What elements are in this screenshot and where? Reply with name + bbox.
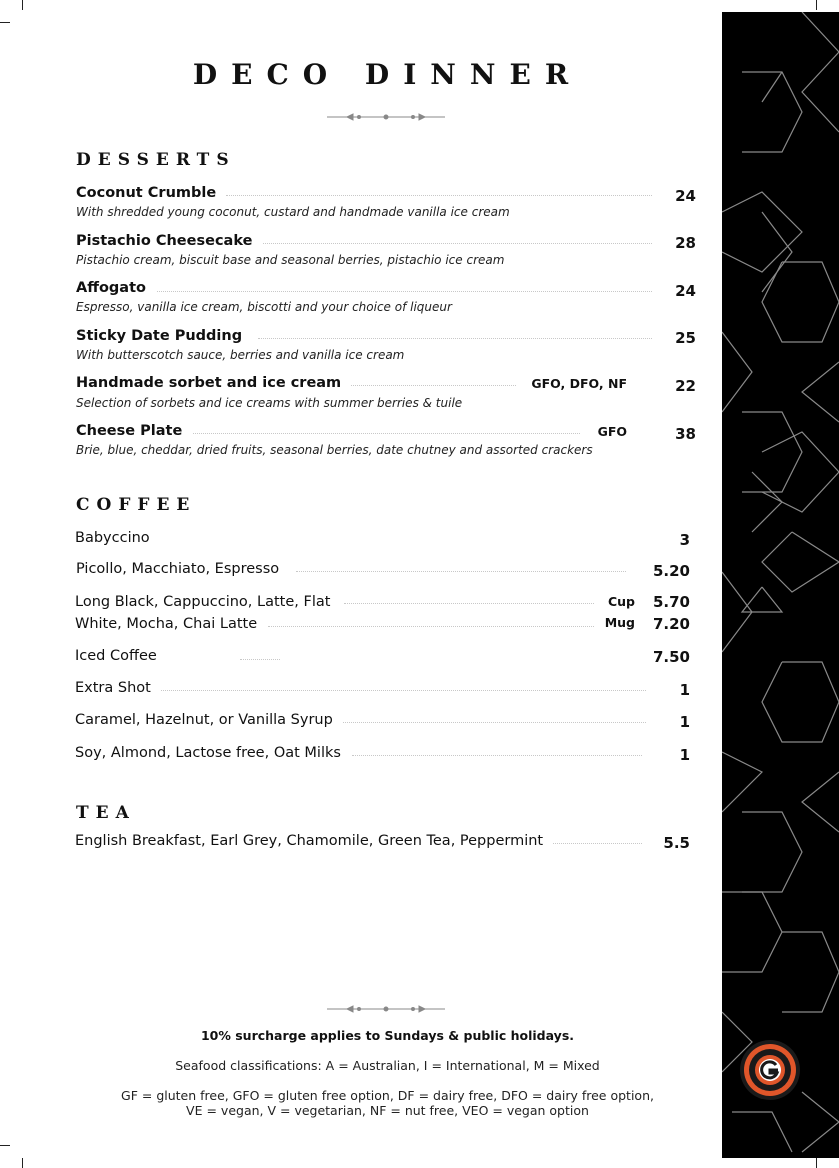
dessert-name: Affogato (76, 280, 156, 296)
dot-leader (190, 433, 580, 434)
dot-leader (296, 571, 626, 572)
dietary-tag: GFO (597, 424, 627, 439)
dot-leader (344, 603, 594, 604)
dot-leader (552, 843, 642, 844)
dessert-description: Pistachio cream, biscuit base and seasonal berries, pistachio ice cream (76, 253, 505, 267)
dot-leader (340, 722, 646, 723)
coffee-item-name: Caramel, Hazelnut, or Vanilla Syrup (75, 712, 343, 728)
dessert-price: 38 (675, 425, 696, 443)
geometric-pattern (722, 12, 839, 1158)
dietary-legend-line2: VE = vegan, V = vegetarian, NF = nut free, VEO = vegan option (186, 1103, 589, 1118)
dot-leader (246, 243, 652, 244)
dessert-description: Brie, blue, cheddar, dried fruits, seasonal berries, date chutney and assorted crackers (76, 443, 593, 457)
coffee-price: 7.20 (652, 615, 690, 633)
crop-mark (22, 1158, 23, 1168)
crop-mark (0, 1145, 10, 1146)
dessert-description: Selection of sorbets and ice creams with summer berries & tuile (76, 396, 463, 410)
coffee-price: 1 (679, 713, 690, 731)
geometric-pattern-sidebar (722, 12, 839, 1158)
dot-leader (268, 626, 594, 627)
coffee-item-name: Soy, Almond, Lactose free, Oat Milks (75, 745, 351, 761)
coffee-price: 1 (679, 681, 690, 699)
crop-mark (0, 22, 10, 23)
crop-mark (816, 0, 817, 10)
dessert-name: Sticky Date Pudding (76, 328, 252, 344)
dessert-name: Pistachio Cheesecake (76, 233, 262, 249)
dot-leader (226, 195, 652, 196)
coffee-price: 3 (679, 531, 690, 549)
dessert-description: With shredded young coconut, custard and handmade vanilla ice cream (76, 205, 510, 219)
dot-leader (258, 338, 652, 339)
coffee-item-name: Babyccino (75, 530, 160, 546)
section-heading-desserts: DESSERTS (76, 150, 236, 170)
dessert-description: With butterscotch sauce, berries and vanilla ice cream (76, 348, 405, 362)
dot-leader (240, 659, 280, 660)
coffee-item-name: Picollo, Macchiato, Espresso (76, 561, 289, 577)
dessert-price: 22 (675, 377, 696, 395)
dietary-tag: GFO, DFO, NF (531, 376, 627, 391)
coffee-item-name: Long Black, Cappuccino, Latte, Flat (75, 594, 340, 610)
dessert-price: 28 (675, 234, 696, 252)
dessert-description: Espresso, vanilla ice cream, biscotti and your choice of liqueur (76, 300, 452, 314)
size-tag: Cup (607, 594, 635, 609)
coffee-price: 5.20 (652, 562, 690, 580)
dessert-price: 25 (675, 329, 696, 347)
dot-leader (150, 291, 652, 292)
tea-price: 5.5 (663, 834, 690, 852)
size-tag: Mug (604, 615, 635, 630)
dessert-name: Coconut Crumble (76, 185, 226, 201)
seafood-note: Seafood classifications: A = Australian, I = International, M = Mixed (175, 1058, 600, 1073)
coffee-price: 5.70 (652, 593, 690, 611)
surcharge-note: 10% surcharge applies to Sundays & public holidays. (200, 1028, 575, 1043)
coffee-item-name: White, Mocha, Chai Latte (75, 616, 267, 632)
ornament-divider-icon (327, 1000, 445, 1019)
crop-mark (22, 0, 23, 10)
dessert-name: Cheese Plate (76, 423, 192, 439)
dietary-legend-line1: GF = gluten free, GFO = gluten free option, DF = dairy free, DFO = dairy free option, (121, 1088, 654, 1103)
dessert-price: 24 (675, 187, 696, 205)
ornament-divider-icon (327, 108, 445, 127)
section-heading-tea: TEA (76, 803, 136, 823)
page-title: DECO DINNER (192, 58, 583, 91)
coffee-item-name: Extra Shot (75, 680, 161, 696)
dot-leader (352, 755, 642, 756)
crop-mark (816, 1158, 817, 1168)
coffee-price: 7.50 (652, 648, 690, 666)
dot-leader (160, 690, 646, 691)
dessert-name: Handmade sorbet and ice cream (76, 375, 351, 391)
coffee-item-name: Iced Coffee (75, 648, 167, 664)
section-heading-coffee: COFFEE (76, 495, 197, 515)
tea-item-name: English Breakfast, Earl Grey, Chamomile, Green Tea, Peppermint (75, 833, 553, 849)
coffee-price: 1 (679, 746, 690, 764)
dessert-price: 24 (675, 282, 696, 300)
